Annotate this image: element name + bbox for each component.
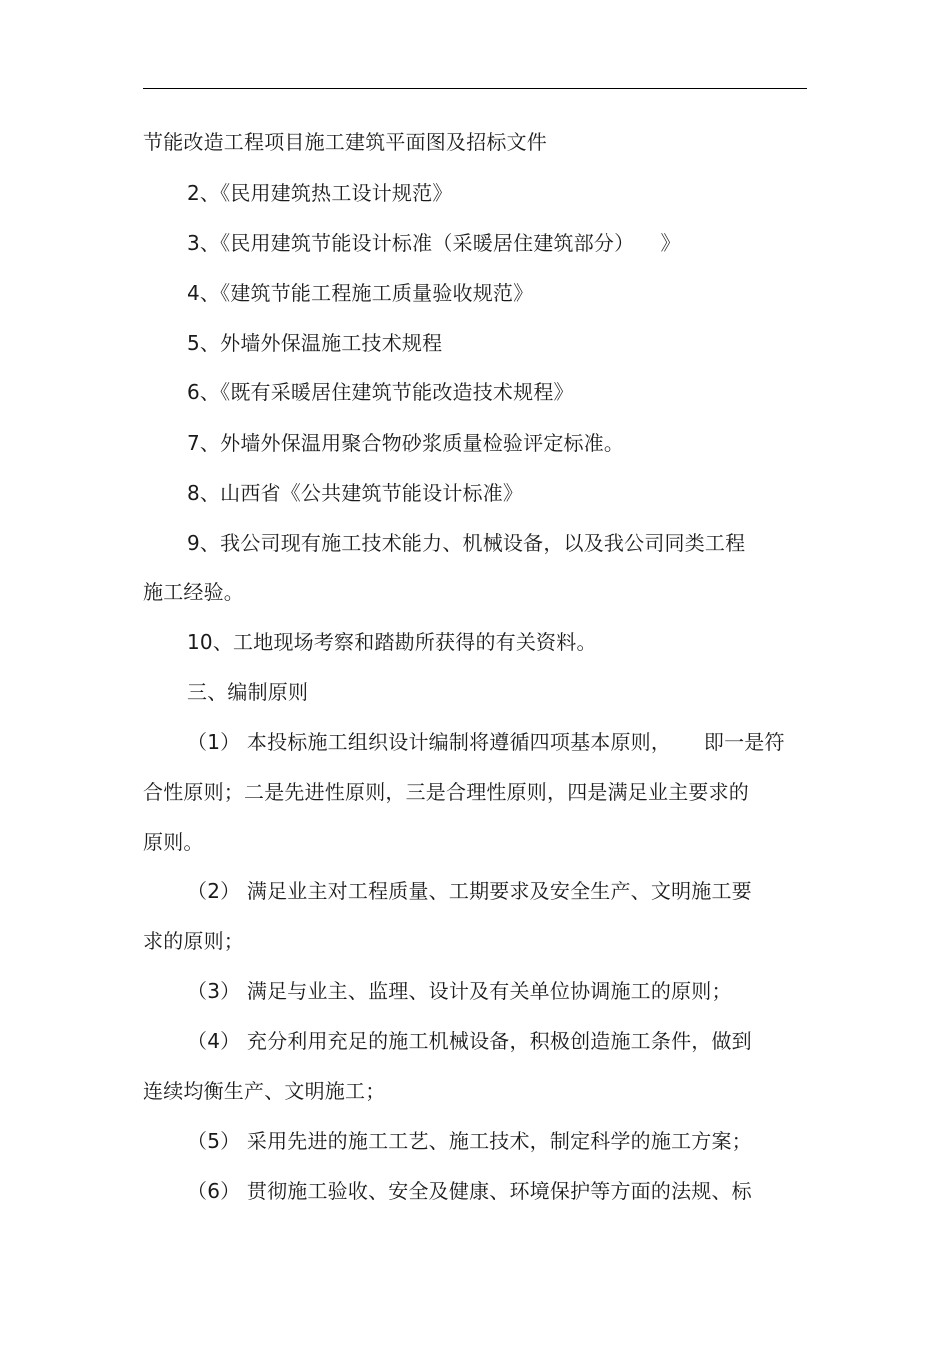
list-item: 3、《民用建筑节能设计标准（采暖居住建筑部分） 》 [187, 231, 681, 255]
header-rule [143, 88, 807, 89]
principle-item: （3） 满足与业主、监理、设计及有关单位协调施工的原则； [187, 979, 732, 1003]
text-line: 施工经验。 [143, 580, 244, 604]
list-item: 2、《民用建筑热工设计规范》 [187, 181, 453, 205]
principle-item: （6） 贯彻施工验收、安全及健康、环境保护等方面的法规、标 [187, 1179, 752, 1203]
principle-item: （2） 满足业主对工程质量、工期要求及安全生产、文明施工要 [187, 879, 752, 903]
list-item: 6、《既有采暖居住建筑节能改造技术规程》 [187, 380, 574, 404]
section-heading: 三、编制原则 [187, 680, 309, 704]
principle-item: （4） 充分利用充足的施工机械设备，积极创造施工条件，做到 [187, 1029, 752, 1053]
list-item: 10、工地现场考察和踏勘所获得的有关资料。 [187, 630, 597, 654]
list-item: 5、外墙外保温施工技术规程 [187, 331, 443, 355]
list-item: 8、山西省《公共建筑节能设计标准》 [187, 481, 524, 505]
text-line: 求的原则； [143, 929, 244, 953]
list-item: 7、外墙外保温用聚合物砂浆质量检验评定标准。 [187, 431, 625, 455]
principle-item: （5） 采用先进的施工工艺、施工技术，制定科学的施工方案； [187, 1129, 752, 1153]
text-line: 合性原则；二是先进性原则，三是合理性原则，四是满足业主要求的 [143, 780, 749, 804]
text-line: 原则。 [143, 830, 204, 854]
text-line: 节能改造工程项目施工建筑平面图及招标文件 [143, 130, 547, 154]
principle-item: （1） 本投标施工组织设计编制将遵循四项基本原则， 即一是符 [187, 730, 785, 754]
list-item: 4、《建筑节能工程施工质量验收规范》 [187, 281, 534, 305]
text-line: 连续均衡生产、文明施工； [143, 1079, 386, 1103]
list-item: 9、我公司现有施工技术能力、机械设备，以及我公司同类工程 [187, 531, 746, 555]
